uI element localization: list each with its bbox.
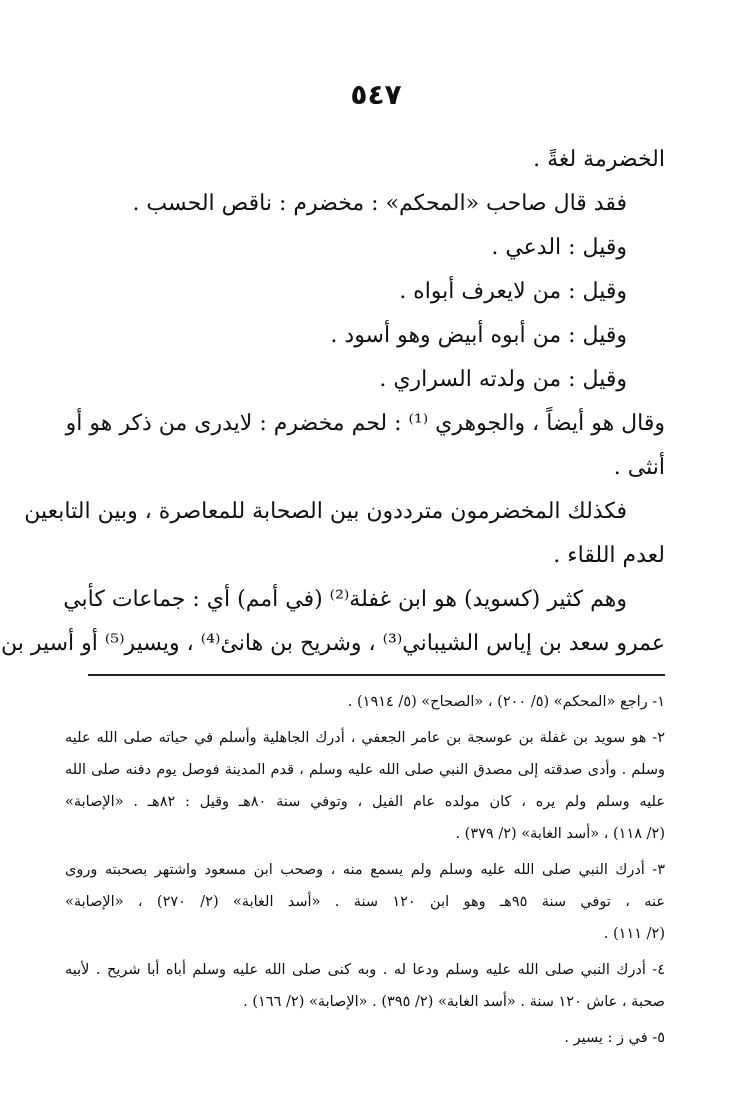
body-line-definition-2: وقيل : من لايعرف أبواه . xyxy=(399,279,627,304)
footnote-3-line-2: عنه ، توفي سنة ٩٥هـ وهو ابن ١٢٠ سنة . «أسد الغابة» (٢/ ٢٧٠) ، «الإصابة» xyxy=(65,894,666,910)
footnote-1: ١- راجع «المحكم» (٥/ ٢٠٠) ، «الصحاح» (٥/ ١٩١٤) . xyxy=(347,694,665,710)
footnote-5: ٥- في ز : يسير . xyxy=(564,1030,665,1046)
body-text xyxy=(0,138,665,666)
body-line-jawhari-cont: أنثى . xyxy=(613,455,665,480)
footnote-3-line-3: (٢/ ١١١) . xyxy=(603,926,665,942)
page-number: ٥٤٧ xyxy=(350,78,402,111)
footnote-2-line-3: عليه وسلم ولم يره ، كان مولده عام الفيل ، وتوفي سنة ٨٠هـ وقيل : ٨٢هـ . «الإصابة» xyxy=(65,794,665,810)
footnote-4-line-1: ٤- أدرك النبي صلى الله عليه وسلم ودعا له . وبه كنى صلى الله عليه وسلم أباه أبا شريح . لأبيه xyxy=(65,962,665,978)
body-line-definition-4: وقيل : من ولدته السراري . xyxy=(379,367,627,392)
body-line-heading: الخضرمة لغةً . xyxy=(533,147,665,172)
body-line-jawhari: وقال هو أيضاً ، والجوهري ⁽¹⁾ : لحم مخضرم : لايدرى من ذكر هو أو xyxy=(65,411,665,436)
body-line-definition-1: وقيل : الدعي . xyxy=(491,235,627,260)
body-line-muhkam-quote: فقد قال صاحب «المحكم» : مخضرم : ناقص الحسب . xyxy=(132,191,627,216)
body-line-definition-3: وقيل : من أبوه أبيض وهو أسود . xyxy=(330,323,627,348)
footnote-3-line-1: ٣- أدرك النبي صلى الله عليه وسلم ولم يسمع منه ، وصحب ابن مسعود واشتهر بصحبته وروى xyxy=(65,862,665,878)
body-line-examples-cont: عمرو سعد بن إياس الشيباني⁽³⁾ ، وشريح بن هانئ⁽⁴⁾ ، ويسير⁽⁵⁾ أو أسير بن xyxy=(0,631,665,656)
footnote-2-line-4: (٢/ ١١٨) ، «أسد الغابة» (٢/ ٣٧٩) . xyxy=(455,826,665,842)
footnote-4-line-2: صحبة ، عاش ١٢٠ سنة . «أسد الغابة» (٢/ ٣٩٥) . «الإصابة» (٢/ ١٦٦) . xyxy=(243,994,665,1010)
body-line-examples: وهم كثير (كسويد) هو ابن غفلة⁽²⁾ (في أمم) أي : جماعات كأبي xyxy=(63,587,627,612)
body-line-mukhadramun: فكذلك المخضرمون مترددون بين الصحابة للمعاصرة ، وبين التابعين xyxy=(24,499,627,524)
body-line-mukhadramun-cont: لعدم اللقاء . xyxy=(553,543,665,568)
footnote-2-line-2: وسلم . وأدى صدقته إلى مصدق النبي صلى الله عليه وسلم ، قدم المدينة فوصل يوم دفنه صلى الله xyxy=(65,762,665,778)
footnote-2-line-1: ٢- هو سويد بن غفلة بن عوسجة بن عامر الجعفي ، أدرك الجاهلية وأسلم في حياته صلى الله عليه xyxy=(65,730,665,746)
footnotes xyxy=(65,682,665,1054)
footnote-divider xyxy=(88,674,665,676)
